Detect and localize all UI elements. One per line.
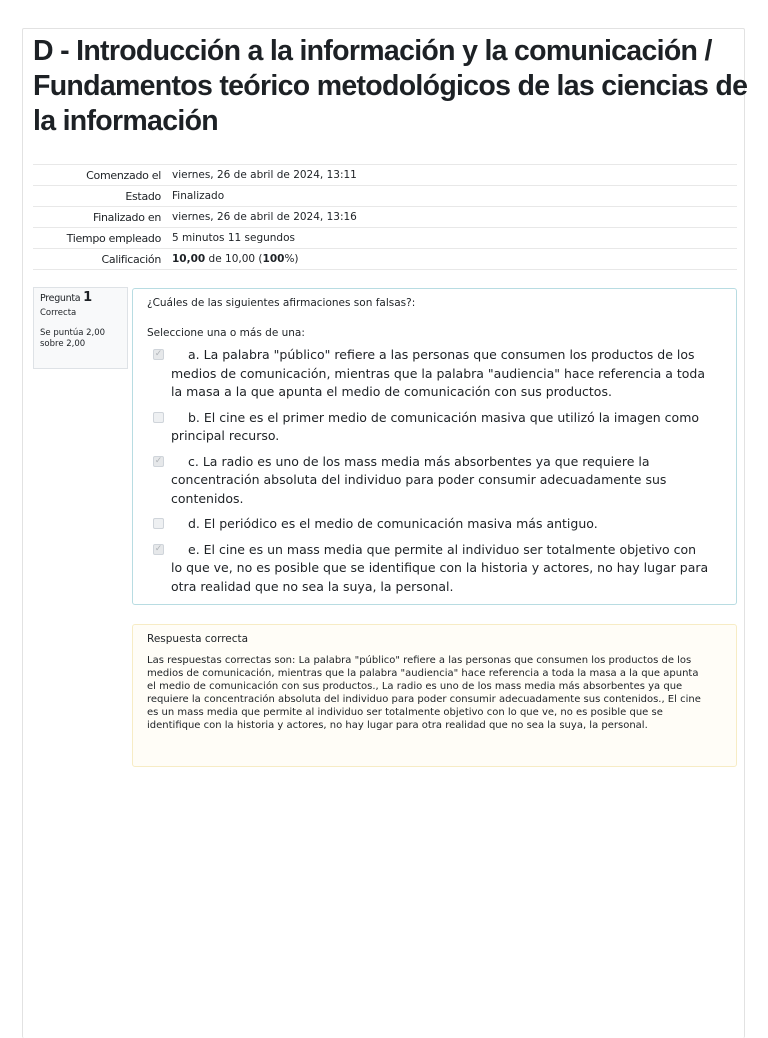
feedback-text: Las respuestas correctas son: La palabra "público" refiere a las personas que consumen los productos de los medios de comunicación, mientras que la palabra "audiencia" hace referencia a toda la masa a la que apunta el medio de comunicación con sus productos., La radio es uno de los mass media más absorbentes ya que requiere la concentración absoluta del individuo para poder consumir adecuadamente sus contenidos., El cine es un mass media que permite al individuo ser totalmente objetivo con lo que ve, no es posible que se identifique con la historia y actores, no hay lugar para otra realidad que no sea la suya, la personal. xyxy=(147,655,701,731)
question-feedback xyxy=(132,624,737,767)
question-mark: Se puntúa 2,00 sobre 2,00 xyxy=(40,328,106,349)
option-text: El periódico es el medio de comunicación masiva más antiguo. xyxy=(203,516,598,531)
checkbox-d[interactable] xyxy=(153,518,164,529)
question-text: ¿Cuáles de las siguientes afirmaciones son falsas?: xyxy=(147,297,416,309)
attempt-summary-table xyxy=(33,164,737,270)
summary-row-state xyxy=(33,186,737,207)
summary-label: Comenzado el xyxy=(33,165,172,186)
feedback-title: Respuesta correcta xyxy=(147,633,249,645)
summary-row-started xyxy=(33,165,737,186)
summary-row-time-taken xyxy=(33,228,737,249)
question-formulation xyxy=(132,288,737,605)
question-prompt: Seleccione una o más de una: xyxy=(147,327,305,339)
summary-value: viernes, 26 de abril de 2024, 13:16 xyxy=(172,207,737,228)
summary-label: Finalizado en xyxy=(33,207,172,228)
answer-option-a xyxy=(151,346,711,402)
option-text: La radio es uno de los mass media más absorbentes ya que requiere la concentración absoluta del individuo para poder consumir adecuadamente sus contenidos. xyxy=(171,453,667,506)
answer-option-b xyxy=(151,409,711,446)
summary-label: Calificación xyxy=(33,249,172,270)
summary-value: viernes, 26 de abril de 2024, 13:11 xyxy=(172,165,737,186)
question-state: Correcta xyxy=(40,308,77,318)
page-title: D - Introducción a la información y la comunicación / Fundamentos teórico metodológicos de las ciencias de la información xyxy=(33,35,748,137)
option-letter: b. xyxy=(188,409,200,425)
option-text: La palabra "público" refiere a las personas que consumen los productos de los medios de comunicación, mientras que la palabra "audiencia" hace referencia a toda la masa a la que apunta el medio de comunicación con sus productos. xyxy=(171,347,706,399)
grade-score: 10,00 xyxy=(172,253,206,265)
grade-max: de 10,00 ( xyxy=(205,253,263,265)
option-text: El cine es el primer medio de comunicación masiva que utilizó la imagen como principal recurso. xyxy=(171,409,700,443)
option-letter: a. xyxy=(188,347,200,362)
answer-option-d xyxy=(151,515,711,534)
summary-row-finished xyxy=(33,207,737,228)
question-number xyxy=(40,292,121,304)
option-text: El cine es un mass media que permite al individuo ser totalmente objetivo con lo que ve, no es posible que se identifique con la historia y actores, no hay lugar para otra realidad que no sea la suya, la personal. xyxy=(171,541,709,594)
question-number-value: 1 xyxy=(83,290,92,305)
summary-value: Finalizado xyxy=(172,186,737,207)
summary-value: 5 minutos 11 segundos xyxy=(172,228,737,249)
summary-row-grade xyxy=(33,249,737,270)
option-letter: c. xyxy=(188,453,199,469)
checkbox-b[interactable] xyxy=(153,412,164,423)
checkbox-a[interactable]: ✓ xyxy=(154,349,163,359)
option-letter: d. xyxy=(188,516,200,531)
answer-option-e xyxy=(151,541,711,597)
grade-value xyxy=(172,249,737,270)
question-info-box xyxy=(33,287,128,369)
question-number-label: Pregunta xyxy=(40,293,81,304)
checkbox-e[interactable]: ✓ xyxy=(154,543,163,554)
answer-option-c xyxy=(151,453,711,509)
summary-label: Estado xyxy=(33,186,172,207)
checkbox-c[interactable]: ✓ xyxy=(154,455,163,466)
option-letter: e. xyxy=(188,541,200,557)
summary-label: Tiempo empleado xyxy=(33,228,172,249)
grade-percent: 100 xyxy=(262,253,285,265)
grade-percent-suffix: %) xyxy=(284,253,299,265)
answer-options xyxy=(151,346,711,603)
